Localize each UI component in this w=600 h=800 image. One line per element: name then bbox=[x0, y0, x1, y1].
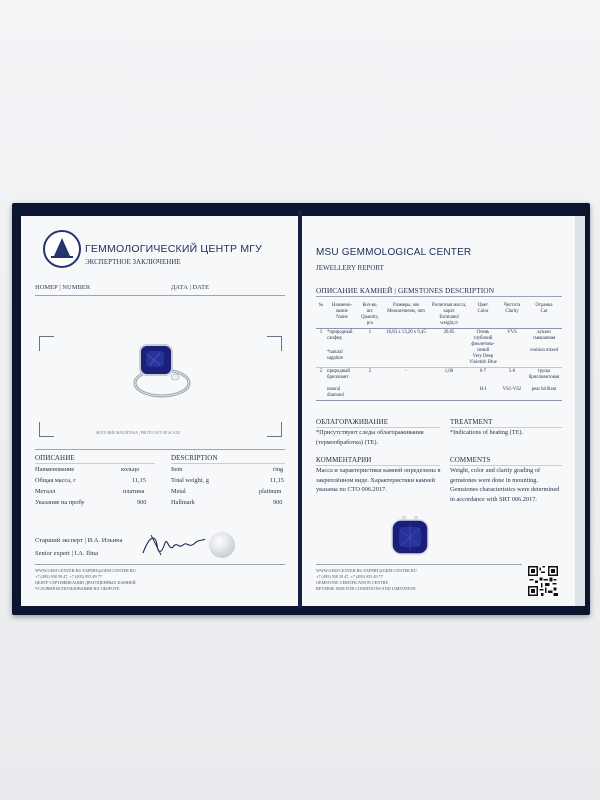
cell-weight: 20,05 bbox=[443, 330, 455, 335]
cell-qty: 1 bbox=[368, 330, 372, 335]
cell-color-en: Very Deep Violetish Blue bbox=[469, 354, 497, 365]
desc-ru-value: кольцо bbox=[121, 466, 140, 473]
cell-cut bbox=[526, 329, 562, 368]
cell-clarity-ru: 5-6 bbox=[508, 369, 516, 374]
desc-en-label: Hallmark bbox=[171, 499, 195, 506]
cell-color bbox=[468, 329, 498, 368]
comments-heading-ru: КОММЕНТАРИИ bbox=[316, 456, 372, 464]
cell-name bbox=[326, 368, 358, 401]
desc-en-value: ring bbox=[273, 466, 284, 473]
signature bbox=[139, 529, 209, 559]
msu-logo-icon bbox=[43, 230, 81, 268]
col-header-en: Color bbox=[477, 309, 489, 314]
divider bbox=[35, 449, 285, 450]
desc-en-value: platinum bbox=[259, 488, 282, 495]
report-subtitle-ru: ЭКСПЕРТНОЕ ЗАКЛЮЧЕНИЕ bbox=[85, 258, 181, 266]
desc-en-value: 11,15 bbox=[270, 477, 284, 484]
table-row bbox=[316, 329, 562, 368]
cell-color bbox=[468, 368, 498, 401]
footer-line: GEMSTONE CERTIFICATION CENTRE bbox=[316, 580, 389, 585]
desc-en-label: Total weight, g bbox=[171, 477, 209, 484]
date-label: ДАТА | DATE bbox=[171, 284, 210, 291]
cell-color-ru: Очень глубокий фиолетово-синий bbox=[471, 330, 495, 353]
col-header bbox=[526, 302, 562, 329]
col-header-en: Estimated weight,ct bbox=[439, 315, 459, 326]
cell-no: 2 bbox=[316, 368, 326, 401]
description-heading-en: DESCRIPTION bbox=[171, 454, 218, 462]
desc-ru-label: Наименование bbox=[35, 466, 75, 473]
footer-line: WWW.GEM-CENTER.RU EXPERT@GEM-CENTER.RU bbox=[35, 568, 136, 573]
treatment-heading-en: TREATMENT bbox=[450, 418, 493, 426]
footer-line: ЦЕНТР СЕРТИФИКАЦИИ ДРАГОЦЕННЫХ КАМНЕЙ bbox=[35, 580, 136, 585]
expert-name-ru: Старший эксперт | И.А. Ильина bbox=[35, 537, 123, 544]
col-header-ru: Наимено-вание bbox=[332, 303, 352, 314]
col-header-ru: Огранка bbox=[535, 303, 553, 308]
desc-ru-label: Указание на пробу bbox=[35, 499, 85, 506]
photo-caption: ФОТО ВНЕ МАСШТАБА | PHOTO OUT OF SCALE bbox=[96, 431, 181, 435]
col-header bbox=[358, 302, 382, 329]
frame-corner bbox=[39, 336, 54, 351]
cell-name-en: *natural sapphire bbox=[327, 350, 344, 361]
org-title-ru: ГЕММОЛОГИЧЕСКИЙ ЦЕНТР МГУ bbox=[85, 243, 263, 255]
col-header-ru: Размеры, мм bbox=[393, 303, 419, 308]
cell-name-ru: *природный сапфир bbox=[327, 330, 353, 341]
cell-no: 1 bbox=[319, 330, 323, 335]
col-header bbox=[468, 302, 498, 329]
gemstones-heading: ОПИСАНИЕ КАМНЕЙ | GEMSTONES DESCRIPTION bbox=[316, 286, 495, 295]
cell-cut bbox=[526, 368, 562, 401]
col-header bbox=[326, 302, 358, 329]
footer-line: REVERSE SIDE FOR CONDITIONS AND LIMITATION bbox=[316, 586, 416, 591]
cell-cut-en: cushion mixed bbox=[529, 348, 559, 353]
col-header-ru: Цвет bbox=[478, 303, 488, 308]
org-title-en: MSU GEMMOLOGICAL CENTER bbox=[316, 247, 472, 258]
divider bbox=[316, 564, 522, 565]
right-page bbox=[302, 216, 575, 606]
cell-cut-ru: кушон смешанная bbox=[532, 330, 556, 341]
cell-color-en: H-I bbox=[479, 387, 487, 392]
footer-line: +7 (495) 958 59 47, +7 (495) 955 49 77 bbox=[316, 574, 383, 579]
desc-ru-value: 900 bbox=[137, 499, 147, 506]
frame-corner bbox=[267, 336, 282, 351]
col-header-ru: Расчетная масса, карат bbox=[431, 303, 467, 314]
desc-en-value: 900 bbox=[273, 499, 283, 506]
cell-name-ru: природный бриллиант bbox=[327, 369, 350, 380]
divider bbox=[171, 463, 285, 464]
desc-ru-value: 11,15 bbox=[132, 477, 146, 484]
divider bbox=[35, 564, 285, 565]
desc-en-label: Metal bbox=[171, 488, 186, 495]
report-subtitle-en: JEWELLERY REPORT bbox=[316, 264, 384, 272]
col-header-ru: Кол-во, шт. bbox=[362, 303, 378, 314]
comments-text-ru: Масса и характеристики камней определены в закреплённом виде. Характеристики камней указаны по СТО 006.2017. bbox=[316, 467, 441, 493]
col-header-en: Cut bbox=[540, 309, 548, 314]
gem-photo bbox=[388, 514, 432, 560]
frame-corner bbox=[267, 422, 282, 437]
footer-line: УСЛОВИЯ ИСПОЛЬЗОВАНИЯ НА ОБОРОТЕ bbox=[35, 586, 120, 591]
col-header-en: Clarity bbox=[505, 309, 519, 314]
cell-dims: - bbox=[382, 368, 430, 401]
desc-ru-label: Металл bbox=[35, 488, 56, 495]
cell-weight: 1,00 bbox=[430, 368, 468, 401]
col-header bbox=[382, 302, 430, 329]
table-header-row bbox=[316, 302, 562, 329]
footer-line: WWW.GEM-CENTER.RU EXPERT@GEM-CENTER.RU bbox=[316, 568, 417, 573]
desc-en-label: Item bbox=[171, 466, 183, 473]
divider bbox=[35, 295, 285, 296]
cell-qty: 2 bbox=[358, 368, 382, 401]
desc-ru-label: Общая масса, г bbox=[35, 477, 76, 484]
folder-edge bbox=[575, 216, 585, 606]
number-label: НОМЕР | NUMBER bbox=[35, 284, 91, 291]
cell-cut-ru: груша бриллиантовая bbox=[528, 369, 560, 380]
hologram-seal-icon bbox=[209, 532, 235, 558]
divider bbox=[35, 463, 155, 464]
cell-clarity-en: VS1-VS2 bbox=[502, 387, 522, 392]
desc-ru-value: платина bbox=[123, 488, 145, 495]
cell-clarity bbox=[498, 368, 526, 401]
comments-text-en: Weight, color and clarity grading of gemstones were done in mounting. Gemstones characteristics were determined in accordance with SRT 006.2017. bbox=[450, 467, 560, 503]
cell-clarity bbox=[498, 329, 526, 368]
col-header bbox=[498, 302, 526, 329]
expert-name-en: Senior expert | I.A. Ilina bbox=[35, 550, 99, 557]
col-header-en: Name bbox=[336, 315, 348, 320]
cell-color-ru: 6-7 bbox=[479, 369, 487, 374]
left-page bbox=[21, 216, 298, 606]
comments-heading-en: COMMENTS bbox=[450, 456, 491, 464]
col-header-en: Measurements, mm bbox=[387, 309, 425, 314]
table-row bbox=[316, 368, 562, 401]
frame-corner bbox=[39, 422, 54, 437]
footer-line: +7 (495) 958 59 47, +7 (495) 955 49 77 bbox=[35, 574, 102, 579]
qr-code-icon bbox=[528, 566, 558, 596]
col-header bbox=[316, 302, 326, 329]
cell-name bbox=[326, 329, 358, 368]
gemstones-table bbox=[316, 302, 562, 401]
cell-dims: 16,83 x 13,20 x 9,45 bbox=[386, 330, 426, 335]
col-header-ru: Чистота bbox=[503, 303, 521, 308]
cell-clarity-ru: VVS bbox=[507, 330, 517, 335]
description-heading-ru: ОПИСАНИЕ bbox=[35, 454, 75, 462]
cell-name-en: natural diamond bbox=[327, 387, 344, 398]
ring-photo bbox=[126, 341, 196, 403]
treatment-text-en: *Indications of heating (TE). bbox=[450, 429, 524, 436]
treatment-text-ru: *Присутствуют следы облагораживания (термообработка) (ТЕ). bbox=[316, 429, 424, 446]
treatment-heading-ru: ОБЛАГОРАЖИВАНИЕ bbox=[316, 418, 389, 426]
divider bbox=[316, 296, 562, 297]
col-header-ru: № bbox=[318, 303, 324, 308]
cell-cut-en: pear brilliant bbox=[531, 387, 557, 392]
col-header-en: Quantity, pcs bbox=[361, 315, 379, 326]
col-header bbox=[430, 302, 468, 329]
